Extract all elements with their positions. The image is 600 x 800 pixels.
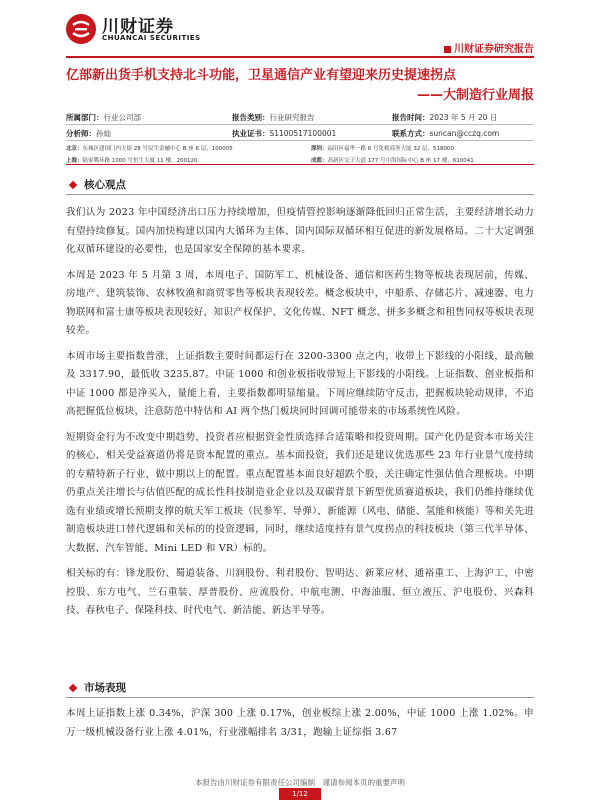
type-value: 行业研究报告 — [269, 113, 315, 122]
core-paragraph-2: 本周是 2023 年 5 月第 3 周，本周电子、国防军工、机械设备、通信和医药生物等板块表现居前，传媒、房地产、建筑装饰、农林牧渔和商贸零售等板块表现较差。概念板块中，中船系、存储芯片、减速器、电力物联网和富士康等板块表现较好，知识产权保护、文化传媒、NFT 概念、拼多多概念和租售同权等板块表现较差。 — [66, 269, 534, 336]
addr-shanghai-label: 上海： — [66, 158, 83, 164]
analyst-value: 孙灿 — [96, 129, 111, 138]
market-paragraph-1: 本周上证指数上涨 0.34%，沪深 300 上涨 0.17%，创业板综上涨 2.00%，中证 1000 上涨 1.02%。申万一级机械设备行业上涨 4.01%，行业涨幅排名 3/31，跑输上证综指 3.67 — [66, 708, 534, 738]
title-line-2: ——大制造行业周报 — [416, 88, 534, 103]
meta-row-2 — [66, 125, 534, 141]
addr-shenzhen-label: 深圳： — [311, 146, 328, 152]
footer-disclaimer: 本报告由川财证券有限责任公司编制 谨请参阅本页的重要声明 — [195, 778, 405, 787]
dept-label: 所属部门： — [66, 113, 104, 122]
meta-divider — [66, 164, 534, 165]
page-header — [0, 0, 600, 66]
address-row-1 — [66, 141, 534, 153]
report-meta — [66, 109, 534, 165]
addr-chengdu-label: 成都： — [311, 158, 328, 164]
core-section-heading — [66, 177, 534, 193]
brand-name: 川财证券 — [102, 17, 174, 37]
analyst-label: 分析师： — [66, 129, 96, 138]
license-value: S1100517100001 — [269, 129, 337, 138]
market-section — [66, 680, 534, 742]
contact-value: suncan@cczq.com — [429, 129, 500, 138]
addr-chengdu: 高新区交子大道 177 号中海国际中心 B 座 17 楼，610041 — [327, 158, 474, 164]
date-value: 2023 年 5 月 20 日 — [429, 113, 498, 122]
meta-row-1 — [66, 109, 534, 125]
report-tag-label: 川财证券研究报告 — [454, 44, 534, 55]
core-paragraph-3: 本周市场主要指数普涨，上证指数主要时间都运行在 3200-3300 点之内，收带上下影线的小阳线，最高触及 3317.90，最低收 3235.87。中证 1000 和创业板指收带短上下影线的小阳线。上证指数、创业板指和中证 1000 都是净买入，量能上看，主要指数都明显缩量。下周应继续防守反击，把握板块轮动规律，不追高把握低位板块，注意防范中特估和 AI 两个热门板块同时回调可能带来的市场系统性风险。 — [66, 350, 534, 417]
header-divider — [66, 56, 534, 58]
market-section-title: 市场表现 — [84, 682, 126, 694]
date-label: 报告时间： — [392, 113, 430, 122]
addr-shenzhen: 福田区福华一路 6 号免税商务大厦 32 层，518000 — [327, 146, 455, 152]
core-section-rule — [66, 194, 534, 195]
market-section-heading — [66, 680, 534, 696]
dept-value: 行业公司部 — [103, 113, 141, 122]
page-number: 1/12 — [279, 788, 321, 800]
diamond-icon — [69, 181, 77, 189]
addr-beijing: 东城区建国门内大街 28 号民生金融中心 B 座 6 层，100005 — [82, 146, 233, 152]
addr-shanghai: 陆家嘴环路 1000 号恒生大厦 11 楼，200120 — [82, 158, 198, 164]
market-section-rule — [66, 697, 534, 698]
report-title — [66, 66, 534, 106]
brand-logo-icon — [66, 14, 96, 44]
diamond-icon — [69, 684, 77, 692]
core-section-title: 核心观点 — [84, 179, 126, 191]
title-line-1: 亿部新出货手机支持北斗功能，卫星通信产业有望迎来历史提速拐点 — [66, 68, 457, 83]
core-section — [66, 177, 534, 621]
license-label: 执业证书： — [232, 129, 270, 138]
square-icon — [444, 46, 451, 53]
core-paragraph-1: 我们认为 2023 年中国经济出口压力持续增加，但疫情管控影响逐渐降低回归正常生活，主要经济增长动力有望持续修复。国内加快构建以国内大循环为主体、国内国际双循环相互促进的新发展格局。二十大定调强化双循环建设的必要性，也是国家安全保障的基本要求。 — [66, 207, 534, 255]
type-label: 报告类别： — [232, 113, 270, 122]
report-tag — [444, 40, 534, 55]
contact-label: 联系方式： — [392, 129, 430, 138]
addr-beijing-label: 北京： — [66, 146, 83, 152]
core-paragraph-5: 相关标的有：锋龙股份、蜀道装备、川润股份、利君股份、智明达、新莱应材、通裕重工、上海沪工、中密控股、东方电气、兰石重装、厚普股份、应流股份、中航电测、中海油服、恒立液压、沪电股份、兴森科技、春秋电子、保隆科技、时代电气、新洁能、新达半导等。 — [66, 568, 534, 616]
brand-name-en: CHUANCAI SECURITIES — [102, 34, 201, 42]
core-paragraph-4: 短期资金行为不改变中期趋势，投资者应根据资金性质选择合适策略和投资周期。国产化仍是资本市场关注的核心，相关受益赛道仍将是资本配置的重点。基本面投资，我们还是建议优选那些 23 年行业景气度持续的专精特新子行业，做中期以上的配置。重点配置基本面良好超跌个股，关注确定性强估值合理板块。中期仍重点关注增长与估值匹配的成长性科技制造业企业以及双碳背景下新型优质赛道板块，我们仍维持继续优选有业绩或增长预期支撑的航天军工板块（民参军、导弹）、新能源（风电、储能、氢能和核能）等和关先进制造板块进口替代逻辑和关标的的投资逻辑，同时，继续适度持有景气度拐点的科技板块（第三代半导体、大数据、汽车智能、Mini LED 和 VR）标的。 — [66, 431, 534, 554]
